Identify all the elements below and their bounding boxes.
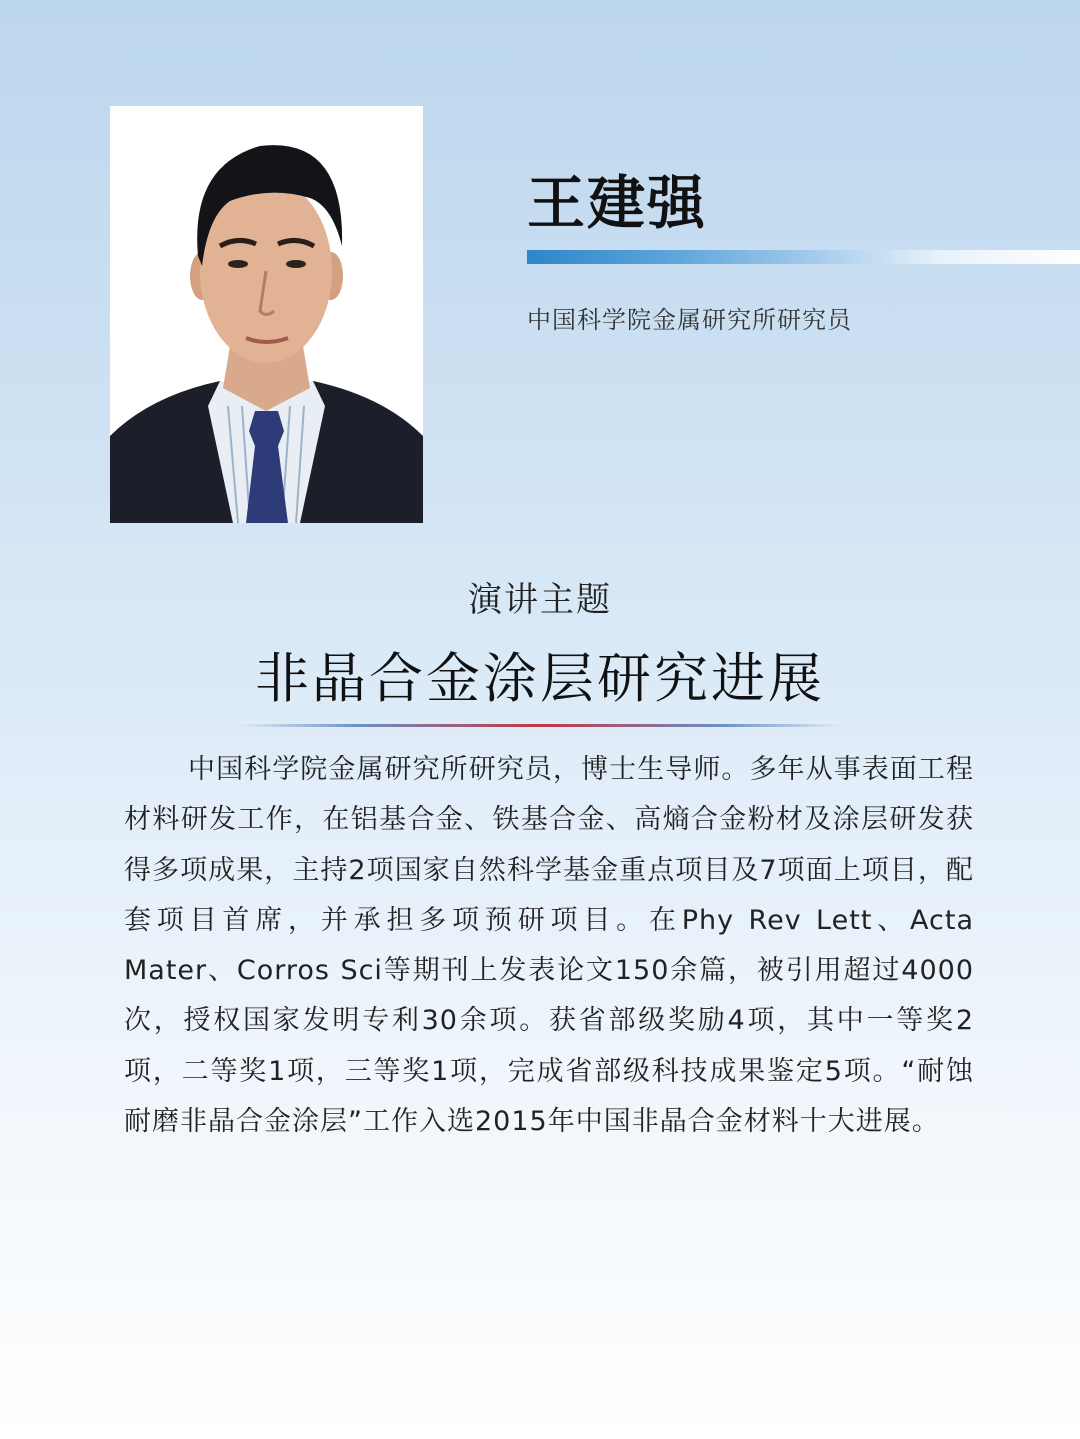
name-underline-bar [527, 250, 1080, 264]
talk-title: 非晶合金涂层研究进展 [255, 647, 825, 710]
speaker-portrait [110, 106, 423, 523]
title-divider [240, 724, 840, 727]
speaker-affiliation: 中国科学院金属研究所研究员 [527, 306, 852, 334]
talk-label: 演讲主题 [468, 580, 612, 620]
speaker-bio: 中国科学院金属研究所研究员，博士生导师。多年从事表面工程材料研发工作，在铝基合金、铁基合金、高熵合金粉材及涂层研发获得多项成果，主持2项国家自然科学基金重点项目及7项面上项目，配套项目首席，并承担多项预研项目。在Phy Rev Lett、Acta Mater、Corros Sci等期刊上发表论文150余篇，被引用超过4000次，授权国家发明专利30余项。获省部级奖励4项，其中一等奖2项，二等奖1项，三等奖1项，完成省部级科技成果鉴定5项。“耐蚀耐磨非晶合金涂层”工作入选2015年中国非晶合金材料十大进展。 [124, 754, 974, 1138]
speaker-name: 王建强 [527, 169, 708, 237]
